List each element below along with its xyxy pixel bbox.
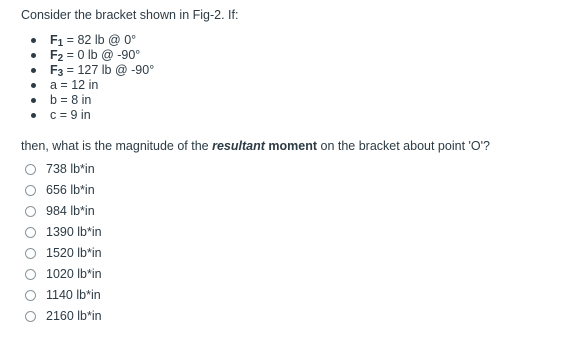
- radio-button[interactable]: [25, 269, 36, 280]
- given-value: = 0 lb @ -90°: [63, 48, 141, 62]
- radio-button[interactable]: [25, 311, 36, 322]
- question-text: then, what is the magnitude of the: [21, 139, 213, 153]
- answer-option[interactable]: [25, 201, 578, 222]
- question-intro: Consider the bracket shown in Fig-2. If:: [21, 8, 239, 22]
- answer-option[interactable]: [25, 285, 578, 306]
- radio-button[interactable]: [25, 227, 36, 238]
- answer-option[interactable]: [25, 222, 578, 243]
- radio-button[interactable]: [25, 164, 36, 175]
- answer-option[interactable]: [25, 180, 578, 201]
- answer-option[interactable]: [25, 306, 578, 327]
- given-value: = 82 lb @ 0°: [63, 33, 137, 47]
- given-subscript: 3: [57, 68, 64, 79]
- given-value: = 127 lb @ -90°: [63, 63, 155, 77]
- answer-label: 1390 lb*in: [46, 225, 102, 239]
- given-text: b = 8 in: [50, 93, 92, 107]
- given-f3: [50, 63, 578, 78]
- given-b: [50, 93, 578, 108]
- answer-label: 984 lb*in: [46, 204, 95, 218]
- given-subscript: 1: [57, 38, 64, 49]
- given-var: F: [50, 33, 58, 47]
- radio-button[interactable]: [25, 206, 36, 217]
- given-subscript: 2: [57, 53, 64, 64]
- given-text: a = 12 in: [50, 78, 99, 92]
- answer-label: 2160 lb*in: [46, 309, 102, 323]
- answer-label: 1140 lb*in: [46, 288, 101, 302]
- question-text-end: on the bracket about point 'O'?: [317, 139, 490, 153]
- answer-label: 1520 lb*in: [46, 246, 102, 260]
- radio-button[interactable]: [25, 185, 36, 196]
- radio-button[interactable]: [25, 248, 36, 259]
- given-var: F: [50, 48, 58, 62]
- given-a: [50, 78, 578, 93]
- emphasis-resultant: resultant: [212, 139, 265, 153]
- answer-label: 656 lb*in: [46, 183, 95, 197]
- given-var: F: [50, 63, 58, 77]
- answer-label: 1020 lb*in: [46, 267, 102, 281]
- answer-option[interactable]: [25, 159, 578, 180]
- emphasis-moment: moment: [268, 139, 318, 153]
- answer-label: 738 lb*in: [46, 162, 95, 176]
- answer-options: [25, 159, 578, 327]
- question-prompt: [21, 137, 578, 155]
- given-c: [50, 108, 578, 123]
- given-text: c = 9 in: [50, 108, 91, 122]
- given-values-list: [21, 33, 578, 123]
- given-f1: [50, 33, 578, 48]
- radio-button[interactable]: [25, 290, 36, 301]
- answer-option[interactable]: [25, 243, 578, 264]
- answer-option[interactable]: [25, 264, 578, 285]
- given-f2: [50, 48, 578, 63]
